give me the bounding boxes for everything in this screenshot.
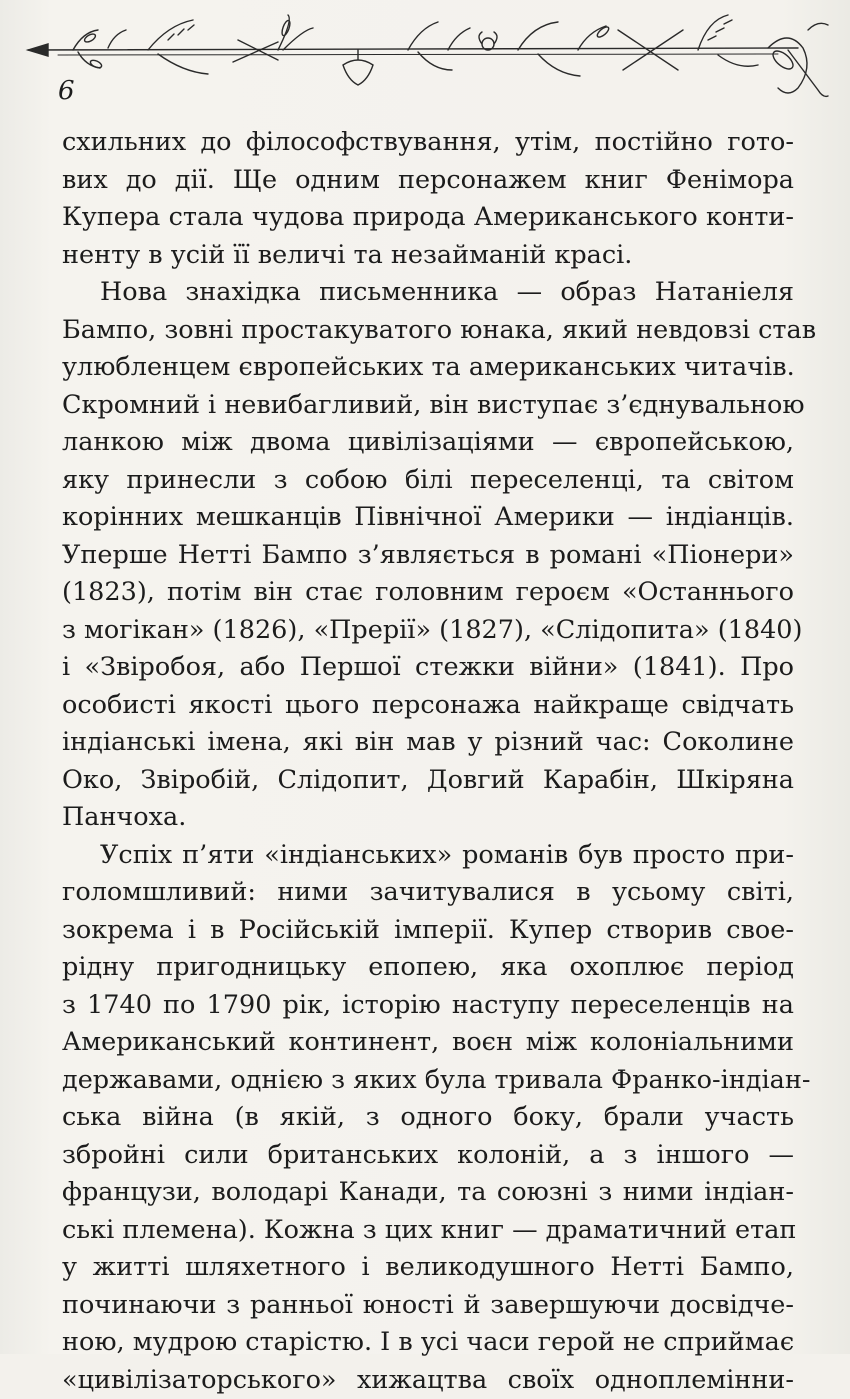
text-line: Бампо, зовні простакуватого юнака, який невдовзі став — [62, 312, 794, 350]
text-line: ною, мудрою старістю. І в усі часи герой не сприймає — [62, 1324, 794, 1362]
text-line: державами, однією з яких була тривала Франко-індіан- — [62, 1062, 794, 1100]
floral-weapons-ornament — [18, 10, 838, 110]
text-line: Панчоха. — [62, 799, 794, 837]
text-line: вих до дії. Ще одним персонажем книг Фенімора — [62, 162, 794, 200]
text-line: Скромний і невибагливий, він виступає з’єднувальною — [62, 387, 794, 425]
text-line: ланкою між двома цивілізаціями — європейською, — [62, 424, 794, 462]
text-line: ська війна (в якій, з одного боку, брали участь — [62, 1099, 794, 1137]
text-line: і «Звіробоя, або Першої стежки війни» (1841). Про — [62, 649, 794, 687]
text-line: Американський континент, воєн між колоніальними — [62, 1024, 794, 1062]
text-line: корінних мешканців Північної Америки — індіанців. — [62, 499, 794, 537]
text-line: Купера стала чудова природа Американського конти- — [62, 199, 794, 237]
text-line: у житті шляхетного і великодушного Нетті Бампо, — [62, 1249, 794, 1287]
text-line: (1823), потім він стає головним героєм «Останнього — [62, 574, 794, 612]
text-line: індіанські імена, які він мав у різний час: Соколине — [62, 724, 794, 762]
text-line: яку принесли з собою білі переселенці, та світом — [62, 462, 794, 500]
paragraph-first-line: Нова знахідка письменника — образ Натаніеля — [62, 274, 794, 312]
text-line: з 1740 по 1790 рік, історію наступу переселенців на — [62, 987, 794, 1025]
text-line: «цивілізаторського» хижацтва своїх одноплемінни- — [62, 1362, 794, 1399]
text-line: Уперше Нетті Бампо з’являється в романі «Піонери» — [62, 537, 794, 575]
text-line: починаючи з ранньої юності й завершуючи досвідче- — [62, 1287, 794, 1325]
text-line: ські племена). Кожна з цих книг — драматичний етап — [62, 1212, 794, 1250]
page-number: 6 — [58, 76, 75, 106]
text-line: французи, володарі Канади, та союзні з ними індіан- — [62, 1174, 794, 1212]
text-line: збройні сили британських колоній, а з іншого — — [62, 1137, 794, 1175]
text-line: зокрема і в Російській імперії. Купер створив свое- — [62, 912, 794, 950]
text-line: схильних до філософствування, утім, постійно гото- — [62, 124, 794, 162]
text-line: улюбленцем європейських та американських читачів. — [62, 349, 794, 387]
text-line: з могікан» (1826), «Прерії» (1827), «Слідопита» (1840) — [62, 612, 794, 650]
body-text — [62, 124, 794, 1399]
text-line: рідну пригодницьку епопею, яка охоплює період — [62, 949, 794, 987]
text-line: голомшливий: ними зачитувалися в усьому світі, — [62, 874, 794, 912]
paragraph-first-line: Успіх п’яти «індіанських» романів був просто при- — [62, 837, 794, 875]
text-line: Око, Звіробій, Слідопит, Довгий Карабін, Шкіряна — [62, 762, 794, 800]
text-line: ненту в усій її величі та незайманій красі. — [62, 237, 794, 275]
text-line: особисті якості цього персонажа найкраще свідчать — [62, 687, 794, 725]
